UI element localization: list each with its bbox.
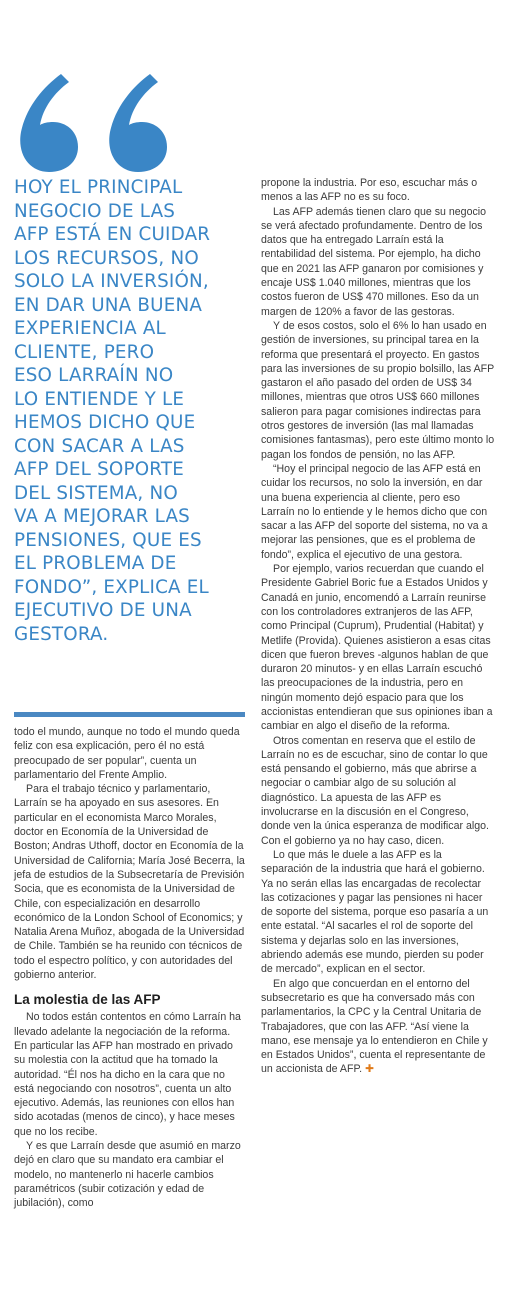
pull-quote-line: VA A MEJORAR LAS [14, 506, 190, 527]
pull-quote-line: LO ENTIENDE Y LE [14, 388, 185, 410]
pull-quote-line: EN DAR UNA BUENA [14, 294, 203, 316]
paragraph: Otros comentan en reserva que el estilo de Larraín no es de escuchar, sino de contar lo que está pensando el gobierno, más que abrirse a negociar o cambiar algo de su solución al diagnóstico. La apuesta de las AFP es involucrarse en la discusión en el Congreso, donde ven la única esperanza de modificar algo. Con el gobierno ya no hay caso, dicen. [261, 734, 489, 847]
quote-marks-icon [12, 62, 222, 174]
paragraph: No todos están contentos en cómo Larraín ha llevado adelante la negociación de la reforma. En particular las AFP han mostrado en privado su molestia con la actitud que ha tomado la autoridad. “Él nos ha dicho en la cara que no está negociando con nosotros”, cuenta un alto ejecutivo. Además, las reuniones con ellos han sido acotadas (menos de cinco), y hace meses que no los recibe. [14, 1011, 241, 1138]
pull-quote-line: FONDO”, EXPLICA EL [14, 576, 209, 598]
paragraph: Por ejemplo, varios recuerdan que cuando el Presidente Gabriel Boric fue a Estados Unidos y Canadá en junio, encomendó a Larraín reunirse con los controladores extranjeros de las AFP, como Principal (Cuprum), Prudential (Habitat) y Metlife (Provida). Quienes asistieron a esas citas dicen que fueron breves -algunos hablan de que duraron 20 minutos- y en ellas Larraín escuchó las preocupaciones de la industria, pero en ningún momento dejó espacio para que los accionistas entendieran que sus opiniones iban a cambiar en algo el diseño de la reforma. [261, 563, 493, 733]
pull-quote-line: AFP DEL SOPORTE [14, 459, 184, 480]
pull-quote-line: EXPERIENCIA AL [14, 318, 166, 339]
end-of-article-icon: ✚ [365, 1063, 374, 1076]
pull-quote-line: CLIENTE, PERO [14, 341, 155, 363]
pull-quote [14, 176, 246, 646]
paragraph: todo el mundo, aunque no todo el mundo queda feliz con esa explicación, pero él no está preocupado de ser popular”, cuenta un parlamentario del Frente Amplio. [14, 726, 240, 781]
section-subheading: La molestia de las AFP [14, 992, 161, 1008]
paragraph: Lo que más le duele a las AFP es la separación de la industria que hará el gobierno. Ya no serán ellas las encargadas de recolectar las cotizaciones y pagar las pensiones ni hacer de soporte del sistema, porque eso pasaría a un ente estatal. “Al sacarles el rol de soporte del sistema y dejarlas solo en las inversiones, abriendo además ese mundo, pierden su poder de mercado”, explican en el sector. [261, 848, 489, 976]
pull-quote-line: PENSIONES, QUE ES [14, 529, 202, 551]
pull-quote-line: NEGOCIO DE LAS [14, 200, 176, 222]
pull-quote-line: EL PROBLEMA DE [14, 553, 177, 574]
paragraph-final [261, 977, 495, 1077]
pull-quote-line: AFP ESTÁ EN CUIDAR [14, 224, 211, 245]
paragraph-text: En algo que concuerdan en el entorno del subsecretario es que ha conversado más con parlamentarios, la CPC y la Central Unitaria de Trabajadores, que con las AFP. “Así viene la mano, ese mensaje ya lo entendieron en Chile y en Estados Unidos”, cuenta el representante de un accionista de AFP. [261, 977, 488, 1076]
pull-quote-line: ESO LARRAÍN NO [14, 365, 174, 386]
pull-quote-line: LOS RECURSOS, NO [14, 247, 199, 269]
left-column [14, 725, 246, 1211]
pull-quote-line: DEL SISTEMA, NO [14, 482, 178, 504]
pull-quote-line: GESTORA. [14, 623, 109, 645]
pull-quote-line: CON SACAR A LAS [14, 435, 185, 457]
paragraph: Y es que Larraín desde que asumió en marzo dejó en claro que su mandato era cambiar el modelo, no mantenerlo ni hacerle cambios paramétricos (subir cotización y edad de jubilación), como [14, 1140, 241, 1210]
paragraph: “Hoy el principal negocio de las AFP está en cuidar los recursos, no solo la inversión, en dar una buena experiencia al cliente, pero eso Larraín no lo entiende y le hemos dicho que con sacar a las AFP del soporte del sistema, no va a mejorar las pensiones, que es el problema de fondo”, explica el ejecutivo de una gestora. [261, 462, 488, 561]
paragraph: Para el trabajo técnico y parlamentario, Larraín se ha apoyado en sus asesores. En particular en el economista Marco Morales, doctor en Economía de la Universidad de Boston; Andras Uthoff, doctor en Economía de la Universidad de California; María José Becerra, la jefa de estudios de la Subsecretaría de Previsión Socia, que es economista de la Universidad de Chile, con especialización en desarrollo económico de la London School of Economics; y Natalia Arena Muñoz, abogada de la Universidad de Chile. También se ha reunido con técnicos de todo el espectro político, y con autoridades del gobierno anterior. [14, 783, 245, 982]
pull-quote-line: HEMOS DICHO QUE [14, 412, 196, 433]
pull-quote-line: SOLO LA INVERSIÓN, [14, 271, 209, 292]
pull-quote-line: EJECUTIVO DE UNA [14, 600, 192, 621]
paragraph: Y de esos costos, solo el 6% lo han usado en gestión de inversiones, su principal tarea en la reforma que presentará el proyecto. En gastos para las inversiones de su propio bolsillo, las AFP gastaron el año pasado del orden de US$ 34 millones, mientras que otros US$ 660 millones salieron para pagar comisiones indirectas para otros gestores de inversión (las mal llamadas comisiones fantasmas), pero este último monto lo pagan los fondos de pensión, no las AFP. [261, 319, 495, 461]
paragraph: propone la industria. Por eso, escuchar más o menos a las AFP no es su foco. [261, 177, 478, 204]
quote-divider [14, 712, 245, 717]
pull-quote-line: HOY EL PRINCIPAL [14, 177, 183, 198]
right-column [261, 176, 495, 1077]
paragraph: Las AFP además tienen claro que su negocio se verá afectado profundamente. Dentro de los datos que ha entregado Larraín está la rentabilidad del sistema. Por ejemplo, ha dicho que en 2021 las AFP ganaron por comisiones y encaje US$ 1.040 millones, mientras que los costos fueron de US$ 470 millones. Eso da un margen de 120% a favor de las gestoras. [261, 205, 486, 318]
